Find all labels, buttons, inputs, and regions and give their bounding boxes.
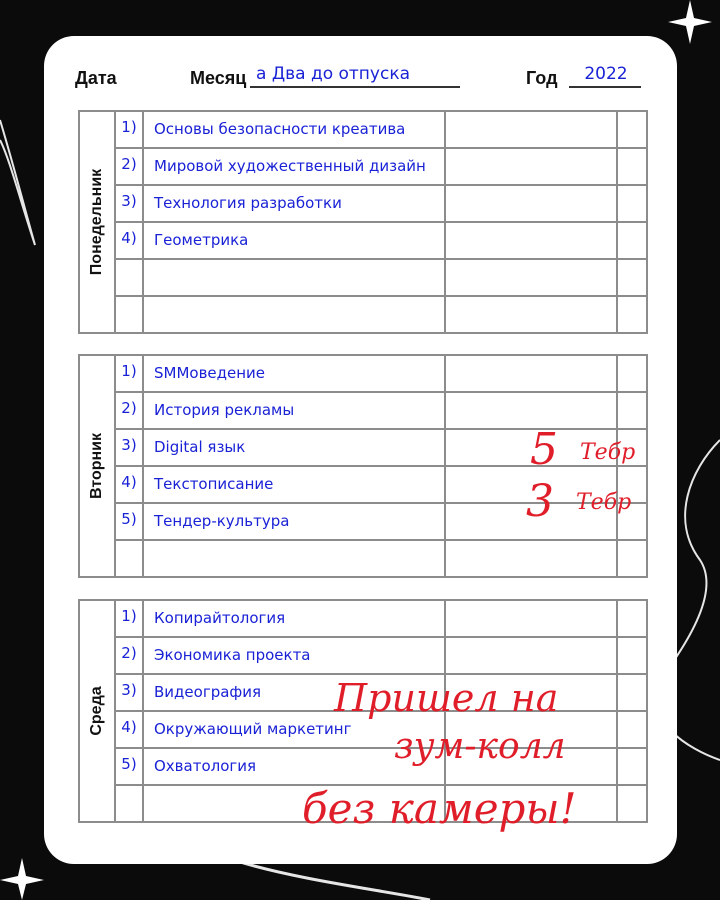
grade-cell	[617, 296, 647, 333]
month-label: Месяц	[190, 68, 247, 88]
homework-cell	[445, 148, 617, 185]
lesson-subject: Основы безопасности креатива	[143, 111, 445, 148]
sparkle-icon	[0, 858, 44, 900]
grade-cell	[617, 148, 647, 185]
lesson-subject: Окружающий маркетинг	[143, 711, 445, 748]
homework-cell	[445, 222, 617, 259]
lesson-subject: Охватология	[143, 748, 445, 785]
lesson-subject: Экономика проекта	[143, 637, 445, 674]
lesson-number: 1)	[115, 111, 143, 148]
lesson-number: 1)	[115, 355, 143, 392]
white-swirl-bottom	[240, 862, 430, 900]
lesson-subject: Текстописание	[143, 466, 445, 503]
teacher-note-line1: Пришел на	[334, 676, 559, 720]
diary-header	[44, 36, 677, 106]
year-value: 2022	[569, 62, 641, 88]
day-name: Вторник	[79, 355, 115, 577]
lesson-subject	[143, 296, 445, 333]
lesson-number: 3)	[115, 429, 143, 466]
date-label: Дата	[75, 68, 117, 88]
tuesday-block	[78, 354, 648, 578]
grade-cell	[617, 637, 647, 674]
teacher-note-line2: зум-колл	[394, 726, 566, 767]
teacher-note-line3: без камеры!	[302, 784, 577, 833]
lesson-number: 4)	[115, 466, 143, 503]
lesson-number: 1)	[115, 600, 143, 637]
lesson-number: 5)	[115, 503, 143, 540]
homework-cell	[445, 296, 617, 333]
lesson-subject: Мировой художественный дизайн	[143, 148, 445, 185]
lesson-subject: Видеография	[143, 674, 445, 711]
day-name: Среда	[79, 600, 115, 822]
month-value: а Два до отпуска	[250, 62, 460, 88]
lesson-subject: История рекламы	[143, 392, 445, 429]
homework-cell	[445, 259, 617, 296]
lesson-number	[115, 785, 143, 822]
lesson-subject: Digital язык	[143, 429, 445, 466]
teacher-signature: Тебр	[580, 440, 636, 465]
lesson-number: 3)	[115, 185, 143, 222]
homework-cell	[445, 111, 617, 148]
teacher-signature: Тебр	[576, 490, 632, 515]
lesson-subject	[143, 259, 445, 296]
lesson-number: 3)	[115, 674, 143, 711]
monday-block	[78, 110, 648, 334]
homework-cell	[445, 600, 617, 637]
lesson-number: 2)	[115, 637, 143, 674]
lesson-number: 2)	[115, 148, 143, 185]
lesson-number: 2)	[115, 392, 143, 429]
grade-cell	[617, 111, 647, 148]
lesson-subject: Геометрика	[143, 222, 445, 259]
grade-cell	[617, 355, 647, 392]
lesson-number	[115, 259, 143, 296]
grade-cell	[617, 540, 647, 577]
lesson-number	[115, 540, 143, 577]
grade-three: 3	[526, 476, 554, 527]
white-swirl-left	[0, 120, 35, 245]
grade-cell	[617, 785, 647, 822]
grade-cell	[617, 711, 647, 748]
homework-cell	[445, 540, 617, 577]
grade-cell	[617, 259, 647, 296]
homework-cell	[445, 637, 617, 674]
lesson-number	[115, 296, 143, 333]
lesson-number: 4)	[115, 222, 143, 259]
homework-cell	[445, 355, 617, 392]
lesson-subject: Тендер-культура	[143, 503, 445, 540]
lesson-number: 5)	[115, 748, 143, 785]
homework-cell	[445, 185, 617, 222]
diary-page	[44, 36, 677, 864]
lesson-subject: Копирайтология	[143, 600, 445, 637]
grade-cell	[617, 600, 647, 637]
grade-cell	[617, 185, 647, 222]
grade-cell	[617, 222, 647, 259]
grade-five: 5	[530, 424, 558, 475]
lesson-subject: SMMоведение	[143, 355, 445, 392]
lesson-subject: Технология разработки	[143, 185, 445, 222]
lesson-subject	[143, 540, 445, 577]
lesson-number: 4)	[115, 711, 143, 748]
grade-cell	[617, 674, 647, 711]
year-label: Год	[526, 68, 558, 88]
day-name: Понедельник	[79, 111, 115, 333]
grade-cell	[617, 748, 647, 785]
grade-cell	[617, 392, 647, 429]
